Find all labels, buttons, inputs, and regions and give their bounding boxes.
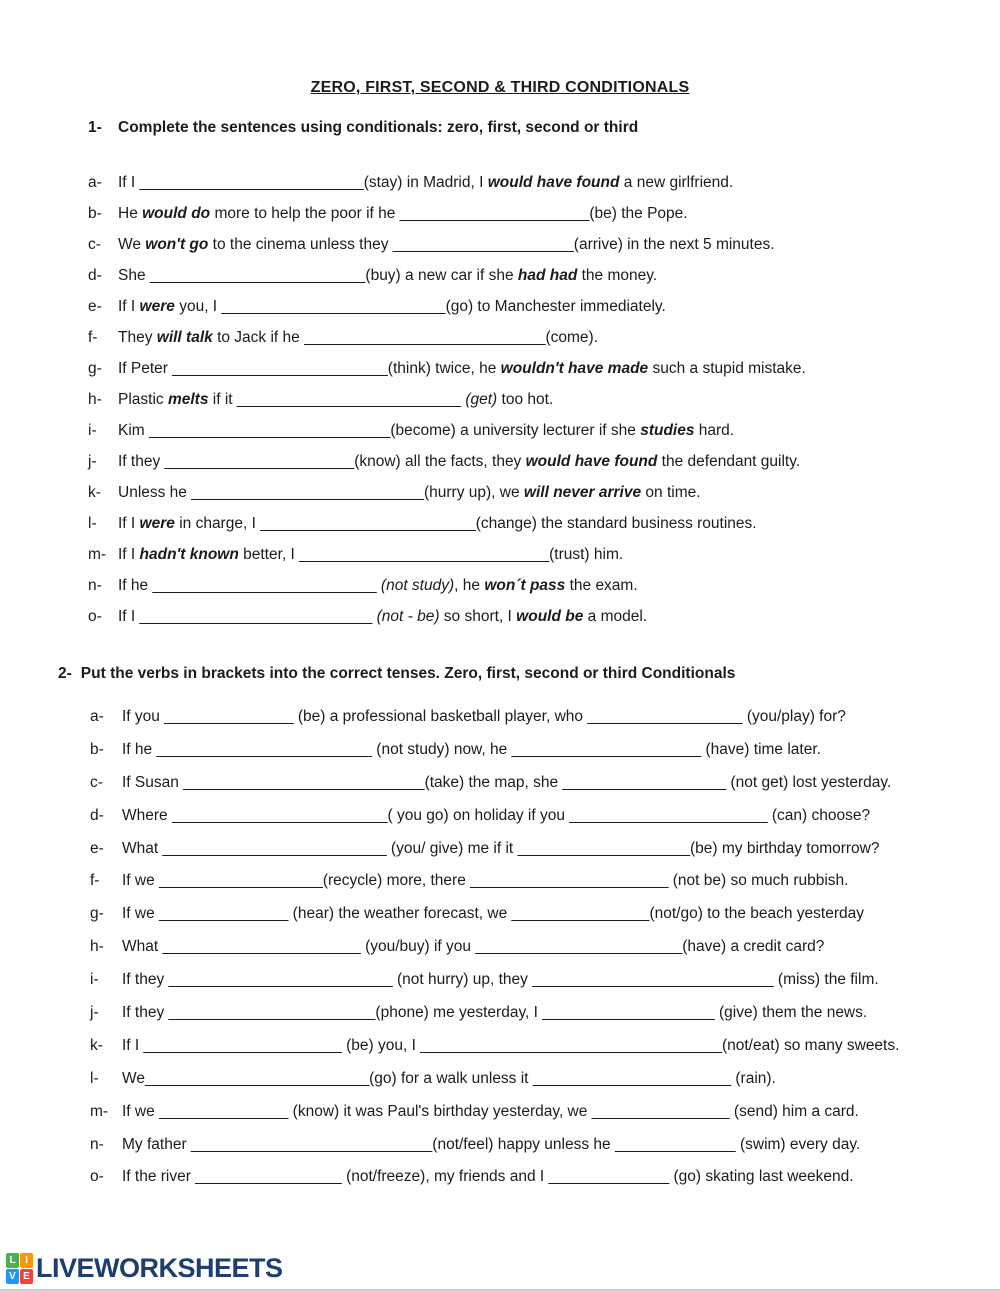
item-letter: b-: [90, 740, 104, 758]
text-segment: Unless he: [118, 484, 192, 501]
text-segment: If I: [118, 298, 140, 315]
text-segment: (have) a credit card?: [682, 938, 825, 956]
text-segment: melts: [167, 391, 209, 408]
section2-heading: [58, 666, 1000, 682]
text-segment: such a stupid mistake.: [648, 360, 806, 377]
text-segment: (go) for a walk unless it: [369, 1069, 533, 1087]
item-sentence: [122, 1038, 899, 1054]
item-sentence: [118, 578, 638, 594]
text-segment: (you/buy) if you: [360, 938, 476, 956]
text-segment: (send) him a card.: [729, 1102, 859, 1120]
exercise-item-l: [90, 1071, 1000, 1087]
exercise-item-n: [90, 1137, 1000, 1153]
answer-blank[interactable]: ____________________: [517, 839, 690, 857]
item-letter: m-: [88, 546, 107, 563]
text-segment: won't go: [145, 236, 209, 253]
liveworksheets-logo-text: LIVEWORKSHEETS: [36, 1253, 283, 1283]
exercise-item-i: [88, 423, 1000, 439]
item-sentence: [122, 1169, 854, 1185]
answer-blank[interactable]: _______________: [159, 1102, 289, 1120]
item-sentence: [118, 423, 734, 439]
text-segment: What: [122, 938, 163, 956]
answer-blank[interactable]: ________________________: [475, 938, 683, 956]
worksheet-title: ZERO, FIRST, SECOND & THIRD CONDITIONALS: [310, 79, 690, 96]
exercise-item-k: [88, 485, 1000, 501]
text-segment: (not study): [380, 577, 455, 594]
text-segment: the exam.: [565, 577, 638, 594]
exercise-item-g: [90, 906, 1000, 922]
text-segment: (not be) so much rubbish.: [668, 872, 849, 890]
answer-blank[interactable]: _______________: [159, 905, 289, 923]
answer-blank[interactable]: _________________: [195, 1168, 342, 1186]
logo-tile-i: I: [20, 1253, 33, 1268]
answer-blank[interactable]: ____________________: [542, 1004, 715, 1022]
text-segment: If he: [122, 740, 157, 758]
item-sentence: [118, 392, 553, 408]
item-letter: d-: [90, 806, 104, 824]
item-letter: n-: [88, 577, 102, 594]
text-segment: If the river: [122, 1168, 196, 1186]
answer-blank[interactable]: ___________________________: [191, 484, 424, 501]
exercise-item-a: [90, 709, 1000, 725]
text-segment: (know) it was Paul's birthday yesterday, we: [288, 1102, 592, 1120]
text-segment: He: [118, 205, 143, 222]
text-segment: will never arrive: [523, 484, 642, 501]
text-segment: , he: [454, 577, 485, 594]
exercise-item-m: [90, 1104, 1000, 1120]
text-segment: you, I: [174, 298, 222, 315]
text-segment: (give) them the news.: [714, 1004, 868, 1022]
text-segment: (phone) me yesterday, I: [375, 1004, 543, 1022]
text-segment: If you: [122, 708, 165, 725]
text-segment: If we: [122, 872, 160, 890]
text-segment: (stay) in Madrid, I: [363, 174, 488, 191]
text-segment: (take) the map, she: [424, 773, 563, 791]
answer-blank[interactable]: ___________________: [159, 872, 323, 890]
exercise-item-h: [88, 392, 1000, 408]
answer-blank[interactable]: ___________________________________: [420, 1036, 722, 1054]
text-segment: (not study) now, he: [371, 740, 512, 758]
item-letter: f-: [90, 872, 100, 890]
answer-blank[interactable]: _____________________________: [299, 546, 550, 563]
text-segment: (not hurry) up, they: [392, 971, 533, 989]
answer-blank[interactable]: ______________________: [511, 740, 702, 758]
item-sentence: [122, 1104, 859, 1120]
answer-blank[interactable]: _______________________: [532, 1069, 732, 1087]
answer-blank[interactable]: __________________________: [139, 174, 364, 191]
item-sentence: [122, 1005, 867, 1021]
text-segment: Kim: [118, 422, 149, 439]
text-segment: (not/freeze), my friends and I: [341, 1168, 549, 1186]
text-segment: (be) my birthday tomorrow?: [689, 839, 880, 857]
item-sentence: [122, 906, 864, 922]
text-segment: If they: [122, 1004, 169, 1022]
item-sentence: [118, 547, 623, 563]
item-letter: b-: [88, 205, 102, 222]
text-segment: (be) you, I: [341, 1036, 421, 1054]
text-segment: (not get) lost yesterday.: [726, 773, 892, 791]
text-segment: too hot.: [497, 391, 554, 408]
text-segment: would have found: [525, 453, 658, 470]
answer-blank[interactable]: _______________________: [470, 872, 669, 890]
text-segment: (have) time later.: [701, 740, 821, 758]
item-sentence: [118, 454, 800, 470]
text-segment: (not/eat) so many sweets.: [721, 1036, 900, 1054]
item-sentence: [118, 206, 688, 222]
text-segment: (can) choose?: [767, 806, 871, 824]
text-segment: They: [118, 329, 157, 346]
item-letter: c-: [90, 773, 103, 791]
text-segment: on time.: [641, 484, 701, 501]
exercise-item-a: [88, 175, 1000, 191]
text-segment: (arrive) in the next 5 minutes.: [573, 236, 775, 253]
item-letter: l-: [88, 515, 97, 532]
text-segment: If I: [118, 546, 140, 563]
text-segment: would do: [142, 205, 211, 222]
text-segment: (hurry up), we: [423, 484, 524, 501]
answer-blank[interactable]: ______________: [614, 1135, 736, 1153]
item-sentence: [118, 516, 757, 532]
text-segment: Where: [122, 806, 172, 824]
item-letter: j-: [90, 1004, 99, 1022]
exercise-item-d: [88, 268, 1000, 284]
section2-heading-text: Put the verbs in brackets into the correct tenses. Zero, first, second or third Conditionals: [80, 665, 736, 682]
text-segment: (go) skating last weekend.: [669, 1168, 854, 1186]
item-letter: c-: [88, 236, 101, 253]
text-segment: (change) the standard business routines.: [475, 515, 757, 532]
answer-blank[interactable]: _________________________: [260, 515, 476, 532]
item-sentence: [118, 268, 657, 284]
item-letter: j-: [88, 453, 97, 470]
exercise-item-c: [88, 237, 1000, 253]
text-segment: the money.: [577, 267, 658, 284]
text-segment: (be) the Pope.: [589, 205, 688, 222]
answer-blank[interactable]: _______________________: [143, 1036, 342, 1054]
text-segment: If we: [122, 905, 160, 923]
text-segment: (think) twice, he: [387, 360, 501, 377]
answer-blank[interactable]: __________________________: [221, 298, 446, 315]
item-letter: f-: [88, 329, 98, 346]
exercise-item-h: [90, 939, 1000, 955]
section2-number: 2-: [58, 665, 72, 682]
item-sentence: [118, 485, 701, 501]
text-segment: were: [139, 298, 175, 315]
text-segment: a model.: [583, 608, 648, 625]
text-segment: won´t pass: [484, 577, 566, 594]
answer-blank[interactable]: ______________: [548, 1168, 670, 1186]
answer-blank[interactable]: _____________________: [392, 236, 574, 253]
text-segment: (become) a university lecturer if she: [390, 422, 641, 439]
text-segment: (be) a professional basketball player, who: [293, 708, 588, 725]
text-segment: if it: [208, 391, 237, 408]
text-segment: (not/go) to the beach yesterday: [649, 905, 864, 923]
exercise-item-k: [90, 1038, 1000, 1054]
answer-blank[interactable]: __________________________: [168, 971, 393, 989]
answer-blank[interactable]: _______________________: [162, 938, 361, 956]
text-segment: If I: [118, 608, 140, 625]
item-letter: i-: [90, 971, 99, 989]
exercise-item-l: [88, 516, 1000, 532]
item-letter: e-: [88, 298, 102, 315]
answer-blank[interactable]: _______________: [164, 708, 294, 725]
item-letter: d-: [88, 267, 102, 284]
text-segment: If I: [118, 174, 140, 191]
item-sentence: [122, 1071, 776, 1087]
text-segment: (you/play) for?: [742, 708, 846, 725]
text-segment: more to help the poor if he: [210, 205, 400, 222]
answer-blank[interactable]: __________________: [587, 708, 743, 725]
item-sentence: [122, 709, 846, 725]
text-segment: Plastic: [118, 391, 168, 408]
text-segment: so short, I: [439, 608, 517, 625]
item-sentence: [118, 361, 806, 377]
section1-heading: [88, 120, 1000, 136]
logo-tile-l: L: [6, 1253, 19, 1268]
text-segment: We: [118, 236, 146, 253]
item-letter: l-: [90, 1069, 99, 1087]
item-sentence: [122, 841, 880, 857]
text-segment: (trust) him.: [549, 546, 624, 563]
exercise-item-e: [88, 299, 1000, 315]
text-segment: will talk: [156, 329, 213, 346]
text-segment: (miss) the film.: [773, 971, 879, 989]
exercise-item-e: [90, 841, 1000, 857]
item-letter: m-: [90, 1102, 109, 1120]
text-segment: would have found: [487, 174, 620, 191]
answer-blank[interactable]: ______________________: [164, 453, 355, 470]
text-segment: If Susan: [122, 773, 184, 791]
section1-heading-text: Complete the sentences using conditionals: zero, first, second or third: [118, 119, 639, 136]
text-segment: If we: [122, 1102, 160, 1120]
exercise-item-c: [90, 775, 1000, 791]
answer-blank[interactable]: _______________________: [569, 806, 768, 824]
text-segment: (swim) every day.: [735, 1135, 861, 1153]
text-segment: wouldn't have made: [500, 360, 649, 377]
answer-blank[interactable]: _________________________: [171, 806, 388, 824]
exercise-item-f: [90, 873, 1000, 889]
exercise-item-j: [90, 1005, 1000, 1021]
text-segment: ( you go) on holiday if you: [387, 806, 570, 824]
item-sentence: [118, 175, 733, 191]
item-letter: i-: [88, 422, 97, 439]
text-segment: better, I: [238, 546, 300, 563]
text-segment: a new girlfriend.: [619, 174, 734, 191]
item-letter: e-: [90, 839, 104, 857]
exercise-item-m: [88, 547, 1000, 563]
answer-blank[interactable]: ___________________________: [139, 608, 373, 625]
item-letter: h-: [90, 938, 104, 956]
item-sentence: [118, 330, 598, 346]
answer-blank[interactable]: ________________: [511, 905, 650, 923]
text-segment: If they: [118, 453, 165, 470]
answer-blank[interactable]: __________________________: [236, 391, 462, 408]
text-segment: to Jack if he: [212, 329, 305, 346]
item-letter: h-: [88, 391, 102, 408]
answer-blank[interactable]: __________________________: [144, 1069, 370, 1087]
item-letter: g-: [90, 905, 104, 923]
liveworksheets-grid-icon: [6, 1253, 33, 1284]
answer-blank[interactable]: ____________________________: [532, 971, 774, 989]
exercise-item-g: [88, 361, 1000, 377]
item-sentence: [122, 808, 870, 824]
text-segment: (rain).: [731, 1069, 776, 1087]
exercise-item-b: [88, 206, 1000, 222]
exercise-item-i: [90, 972, 1000, 988]
item-letter: o-: [88, 608, 102, 625]
text-segment: (go) to Manchester immediately.: [445, 298, 666, 315]
exercise-item-f: [88, 330, 1000, 346]
answer-blank[interactable]: __________________________: [162, 839, 387, 857]
exercise-item-o: [88, 609, 1000, 625]
answer-blank[interactable]: _________________________: [149, 267, 366, 284]
section1-items: [88, 175, 1000, 625]
item-sentence: [118, 299, 666, 315]
text-segment: What: [122, 839, 163, 857]
answer-blank[interactable]: ________________________: [168, 1004, 376, 1022]
answer-blank[interactable]: ____________________________: [190, 1135, 433, 1153]
text-segment: (get): [465, 391, 498, 408]
text-segment: hadn't known: [139, 546, 239, 563]
text-segment: If I: [118, 515, 140, 532]
exercise-item-d: [90, 808, 1000, 824]
item-letter: g-: [88, 360, 102, 377]
text-segment: If I: [122, 1036, 144, 1054]
text-segment: We: [122, 1069, 145, 1087]
exercise-item-b: [90, 742, 1000, 758]
text-segment: had had: [517, 267, 578, 284]
text-segment: (buy) a new car if she: [365, 267, 518, 284]
exercise-item-j: [88, 454, 1000, 470]
text-segment: If they: [122, 971, 169, 989]
text-segment: (come).: [545, 329, 599, 346]
text-segment: (know) all the facts, they: [354, 453, 526, 470]
answer-blank[interactable]: __________________________: [152, 577, 377, 594]
answer-blank[interactable]: ________________: [591, 1102, 730, 1120]
item-sentence: [122, 873, 848, 889]
item-letter: o-: [90, 1168, 104, 1186]
section1-number: 1-: [88, 119, 102, 136]
answer-blank[interactable]: ____________________________: [183, 773, 425, 791]
text-segment: If he: [118, 577, 153, 594]
answer-blank[interactable]: _________________________: [172, 360, 388, 377]
text-segment: were: [139, 515, 175, 532]
text-segment: to the cinema unless they: [208, 236, 393, 253]
text-segment: would be: [516, 608, 584, 625]
item-sentence: [122, 972, 879, 988]
text-segment: (hear) the weather forecast, we: [288, 905, 512, 923]
text-segment: (you/ give) me if it: [386, 839, 518, 857]
text-segment: hard.: [694, 422, 735, 439]
liveworksheets-logo: [6, 1252, 283, 1284]
text-segment: If Peter: [118, 360, 173, 377]
text-segment: My father: [122, 1135, 191, 1153]
exercise-item-o: [90, 1169, 1000, 1185]
answer-blank[interactable]: ____________________________: [304, 329, 546, 346]
logo-tile-v: V: [6, 1269, 19, 1284]
section2-items: [90, 709, 1000, 1185]
answer-blank[interactable]: ____________________________: [149, 422, 391, 439]
answer-blank[interactable]: _________________________: [156, 740, 372, 758]
item-letter: n-: [90, 1135, 104, 1153]
item-sentence: [122, 742, 821, 758]
item-sentence: [122, 1137, 860, 1153]
item-letter: a-: [90, 708, 104, 725]
text-segment: in charge, I: [174, 515, 261, 532]
item-letter: k-: [88, 484, 101, 501]
text-segment: She: [118, 267, 150, 284]
exercise-item-n: [88, 578, 1000, 594]
text-segment: studies: [640, 422, 695, 439]
answer-blank[interactable]: ______________________: [399, 205, 590, 222]
text-segment: the defendant guilty.: [657, 453, 801, 470]
text-segment: (not/feel) happy unless he: [432, 1135, 615, 1153]
item-sentence: [118, 609, 647, 625]
item-sentence: [122, 939, 824, 955]
answer-blank[interactable]: ___________________: [562, 773, 727, 791]
item-letter: a-: [88, 174, 102, 191]
text-segment: (recycle) more, there: [322, 872, 471, 890]
item-sentence: [118, 237, 775, 253]
item-sentence: [122, 775, 891, 791]
text-segment: (not - be): [376, 608, 440, 625]
item-letter: k-: [90, 1036, 103, 1054]
logo-tile-e: E: [20, 1269, 33, 1284]
